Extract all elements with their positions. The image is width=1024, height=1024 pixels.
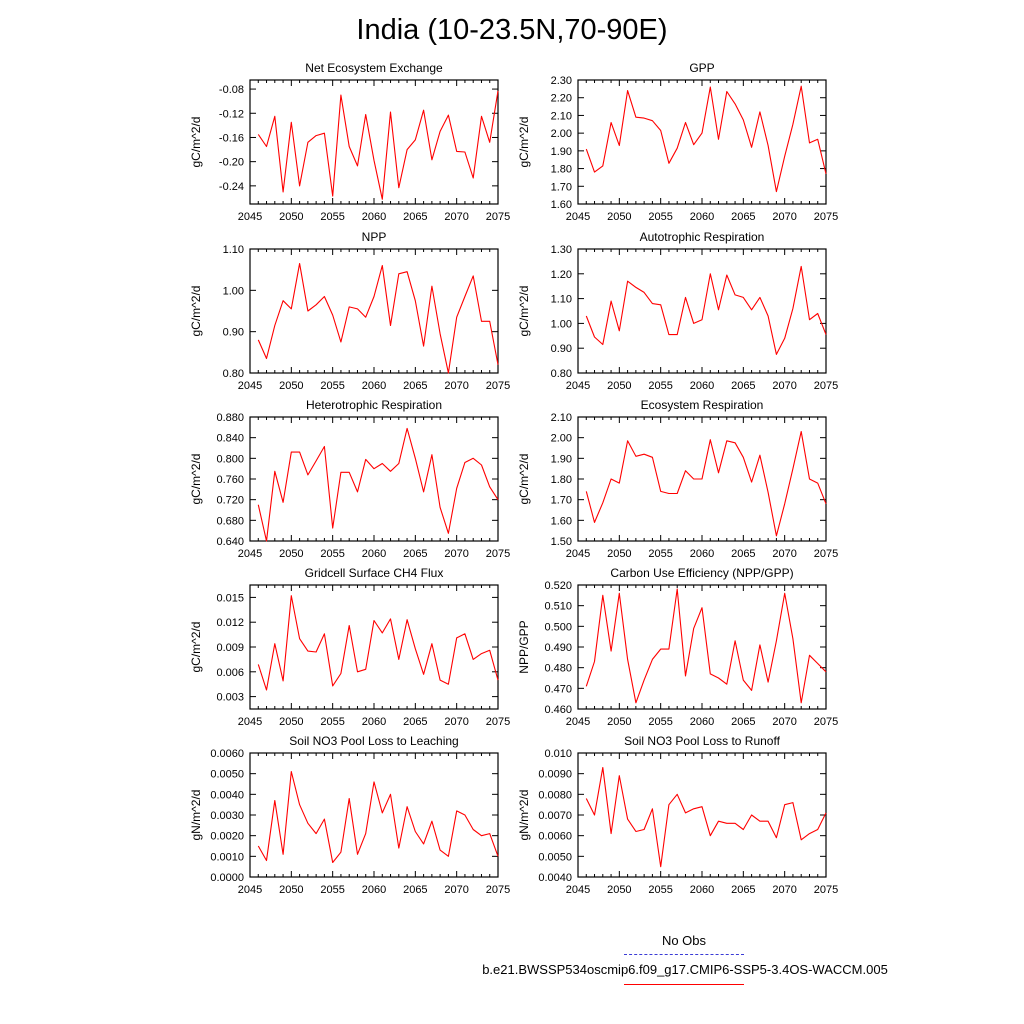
x-tick-label: 2070 xyxy=(444,884,469,896)
series-line xyxy=(258,264,498,374)
y-axis-label: gC/m^2/d xyxy=(189,285,203,337)
series-line xyxy=(258,428,498,541)
plot-frame xyxy=(578,753,826,877)
x-tick-label: 2065 xyxy=(403,548,428,560)
y-tick-label: 0.0090 xyxy=(538,768,572,781)
y-tick-label: 1.80 xyxy=(550,163,572,176)
y-axis-label: gN/m^2/d xyxy=(517,789,531,841)
x-tick-label: 2055 xyxy=(648,211,673,223)
x-tick-label: 2065 xyxy=(403,380,428,392)
y-tick-label: 1.10 xyxy=(222,244,244,256)
chart-title: Gridcell Surface CH4 Flux xyxy=(304,566,444,580)
y-tick-label: 0.0050 xyxy=(210,768,244,781)
y-tick-label: 0.90 xyxy=(222,326,244,339)
chart-title: Autotrophic Respiration xyxy=(639,230,765,244)
chart-title: Ecosystem Respiration xyxy=(640,398,764,412)
y-tick-label: 0.0060 xyxy=(210,748,244,760)
y-tick-label: 1.70 xyxy=(550,181,572,194)
x-tick-label: 2060 xyxy=(361,716,387,728)
y-tick-label: 0.006 xyxy=(216,666,244,679)
x-tick-label: 2075 xyxy=(813,884,839,896)
series-line xyxy=(258,91,498,199)
y-tick-label: 1.90 xyxy=(550,145,572,158)
x-tick-label: 2070 xyxy=(444,380,469,392)
y-tick-label: 2.10 xyxy=(550,412,572,424)
y-tick-label: -0.12 xyxy=(218,108,244,121)
x-tick-label: 2045 xyxy=(565,884,591,896)
plot-frame xyxy=(250,249,498,373)
y-tick-label: -0.16 xyxy=(218,132,244,145)
series-line xyxy=(586,768,826,867)
x-tick-label: 2065 xyxy=(731,211,756,223)
plot-frame xyxy=(578,585,826,709)
x-tick-label: 2050 xyxy=(607,211,632,223)
x-tick-label: 2060 xyxy=(689,716,715,728)
y-tick-label: 0.80 xyxy=(550,368,572,380)
x-tick-label: 2070 xyxy=(772,716,797,728)
y-tick-label: 0.009 xyxy=(216,642,244,654)
x-tick-label: 2045 xyxy=(237,380,263,392)
x-tick-label: 2075 xyxy=(485,716,511,728)
series-line xyxy=(586,266,826,354)
y-tick-label: 0.015 xyxy=(216,592,244,605)
y-axis-label: gC/m^2/d xyxy=(189,116,203,168)
x-tick-label: 2075 xyxy=(813,548,839,560)
x-tick-label: 2045 xyxy=(237,211,263,223)
chart-panel-6 xyxy=(517,398,838,560)
chart-panel-3 xyxy=(189,230,510,392)
legend-model-label: b.e21.BWSSP534oscmip6.f09_g17.CMIP6-SSP5-3.4OS-WACCM.005 xyxy=(482,962,888,977)
x-tick-label: 2045 xyxy=(237,548,263,560)
chart-panel-5 xyxy=(189,398,510,560)
y-tick-label: 1.10 xyxy=(550,293,572,306)
chart-panel-4 xyxy=(517,230,838,392)
x-tick-label: 2070 xyxy=(772,548,797,560)
y-tick-label: 0.720 xyxy=(216,494,244,507)
y-axis-label: gC/m^2/d xyxy=(189,621,203,673)
legend-model-line xyxy=(624,984,744,985)
y-tick-label: 1.30 xyxy=(550,244,572,256)
x-tick-label: 2055 xyxy=(648,380,673,392)
y-tick-label: 0.0020 xyxy=(210,830,244,843)
plot-frame xyxy=(250,80,498,204)
y-tick-label: 0.760 xyxy=(216,474,244,486)
x-tick-label: 2065 xyxy=(731,380,756,392)
y-tick-label: 0.510 xyxy=(544,600,572,613)
x-tick-label: 2065 xyxy=(403,716,428,728)
y-axis-label: gC/m^2/d xyxy=(517,285,531,337)
chart-title: Carbon Use Efficiency (NPP/GPP) xyxy=(610,566,794,580)
x-tick-label: 2050 xyxy=(279,380,304,392)
x-tick-label: 2075 xyxy=(485,211,511,223)
y-axis-label: gN/m^2/d xyxy=(189,789,203,841)
chart-title: Net Ecosystem Exchange xyxy=(305,61,443,75)
y-tick-label: 0.460 xyxy=(544,704,572,716)
y-tick-label: 0.90 xyxy=(550,343,572,356)
y-tick-label: 1.00 xyxy=(550,318,572,331)
legend-obs-label: No Obs xyxy=(661,933,707,948)
series-line xyxy=(586,86,826,191)
y-axis-label: NPP/GPP xyxy=(517,620,531,674)
y-axis-label: gC/m^2/d xyxy=(189,453,203,505)
y-tick-label: 0.0000 xyxy=(210,872,244,884)
x-tick-label: 2065 xyxy=(731,716,756,728)
x-tick-label: 2075 xyxy=(485,884,511,896)
x-tick-label: 2055 xyxy=(320,548,345,560)
y-tick-label: 2.00 xyxy=(550,432,572,445)
x-tick-label: 2050 xyxy=(607,548,632,560)
y-tick-label: 2.20 xyxy=(550,92,572,105)
series-line xyxy=(586,589,826,703)
x-tick-label: 2065 xyxy=(731,548,756,560)
x-tick-label: 2055 xyxy=(320,884,345,896)
y-tick-label: 1.20 xyxy=(550,268,572,281)
plot-frame xyxy=(578,249,826,373)
x-tick-label: 2065 xyxy=(403,211,428,223)
y-tick-label: 0.480 xyxy=(544,662,572,675)
y-tick-label: 0.0050 xyxy=(538,851,572,864)
x-tick-label: 2055 xyxy=(320,716,345,728)
y-tick-label: 2.10 xyxy=(550,110,572,123)
x-tick-label: 2070 xyxy=(772,380,797,392)
y-tick-label: 0.640 xyxy=(216,536,244,548)
x-tick-label: 2060 xyxy=(689,884,715,896)
y-tick-label: 1.80 xyxy=(550,474,572,486)
y-tick-label: 0.0040 xyxy=(210,789,244,802)
chart-title: Soil NO3 Pool Loss to Runoff xyxy=(624,734,780,748)
x-tick-label: 2050 xyxy=(279,716,304,728)
y-tick-label: -0.20 xyxy=(218,156,244,169)
x-tick-label: 2070 xyxy=(444,716,469,728)
x-tick-label: 2045 xyxy=(565,716,591,728)
x-tick-label: 2070 xyxy=(772,884,797,896)
y-tick-label: 0.800 xyxy=(216,453,244,466)
chart-title: GPP xyxy=(689,61,715,75)
y-tick-label: 2.30 xyxy=(550,75,572,87)
y-tick-label: 0.0030 xyxy=(210,810,244,822)
x-tick-label: 2070 xyxy=(772,211,797,223)
x-tick-label: 2060 xyxy=(361,380,387,392)
y-tick-label: 0.500 xyxy=(544,621,572,634)
x-tick-label: 2050 xyxy=(279,884,304,896)
x-tick-label: 2060 xyxy=(689,380,715,392)
x-tick-label: 2060 xyxy=(361,884,387,896)
x-tick-label: 2060 xyxy=(361,211,387,223)
y-axis-label: gC/m^2/d xyxy=(517,453,531,505)
y-tick-label: 1.70 xyxy=(550,494,572,507)
chart-title: Heterotrophic Respiration xyxy=(305,398,443,412)
series-line xyxy=(258,596,498,690)
x-tick-label: 2060 xyxy=(361,548,387,560)
x-tick-label: 2055 xyxy=(648,884,673,896)
x-tick-label: 2050 xyxy=(607,716,632,728)
page-title: India (10-23.5N,70-90E) xyxy=(356,14,668,46)
x-tick-label: 2050 xyxy=(607,884,632,896)
y-tick-label: 0.0060 xyxy=(538,830,572,843)
y-tick-label: 1.00 xyxy=(222,285,244,298)
chart-panel-2 xyxy=(517,61,838,223)
x-tick-label: 2070 xyxy=(444,548,469,560)
y-tick-label: 0.0010 xyxy=(210,851,244,864)
x-tick-label: 2045 xyxy=(237,884,263,896)
x-tick-label: 2045 xyxy=(565,548,591,560)
x-tick-label: 2075 xyxy=(485,548,511,560)
y-tick-label: 0.0070 xyxy=(538,810,572,822)
x-tick-label: 2075 xyxy=(813,380,839,392)
y-tick-label: 0.490 xyxy=(544,642,572,654)
y-tick-label: 1.50 xyxy=(550,536,572,548)
legend-obs-line xyxy=(624,954,744,955)
y-tick-label: 0.680 xyxy=(216,515,244,528)
series-line xyxy=(586,432,826,536)
x-tick-label: 2045 xyxy=(565,380,591,392)
y-tick-label: 1.60 xyxy=(550,515,572,528)
x-tick-label: 2055 xyxy=(648,548,673,560)
x-tick-label: 2065 xyxy=(731,884,756,896)
x-tick-label: 2055 xyxy=(648,716,673,728)
x-tick-label: 2065 xyxy=(403,884,428,896)
y-tick-label: -0.24 xyxy=(218,180,244,193)
x-tick-label: 2055 xyxy=(320,380,345,392)
x-tick-label: 2060 xyxy=(689,548,715,560)
y-tick-label: 0.880 xyxy=(216,412,244,424)
plot-frame xyxy=(250,585,498,709)
chart-title: Soil NO3 Pool Loss to Leaching xyxy=(289,734,459,748)
x-tick-label: 2050 xyxy=(279,211,304,223)
x-tick-label: 2050 xyxy=(279,548,304,560)
x-tick-label: 2075 xyxy=(813,211,839,223)
chart-panel-8 xyxy=(517,566,838,728)
y-tick-label: 2.00 xyxy=(550,128,572,141)
y-tick-label: 0.0040 xyxy=(538,872,572,884)
y-tick-label: 0.003 xyxy=(216,691,244,704)
y-tick-label: 0.520 xyxy=(544,580,572,592)
y-axis-label: gC/m^2/d xyxy=(517,116,531,168)
y-tick-label: 0.010 xyxy=(544,748,572,760)
y-tick-label: 1.90 xyxy=(550,453,572,466)
x-tick-label: 2070 xyxy=(444,211,469,223)
chart-panel-10 xyxy=(517,734,838,896)
x-tick-label: 2060 xyxy=(689,211,715,223)
y-tick-label: 0.470 xyxy=(544,683,572,696)
x-tick-label: 2075 xyxy=(813,716,839,728)
y-tick-label: -0.08 xyxy=(218,84,244,97)
y-tick-label: 0.80 xyxy=(222,368,244,380)
y-tick-label: 0.840 xyxy=(216,432,244,445)
x-tick-label: 2045 xyxy=(237,716,263,728)
chart-panel-7 xyxy=(189,566,510,728)
chart-panel-9 xyxy=(189,734,510,896)
x-tick-label: 2055 xyxy=(320,211,345,223)
x-tick-label: 2050 xyxy=(607,380,632,392)
y-tick-label: 0.012 xyxy=(216,617,244,630)
x-tick-label: 2075 xyxy=(485,380,511,392)
y-tick-label: 0.0080 xyxy=(538,789,572,802)
x-tick-label: 2045 xyxy=(565,211,591,223)
chart-panel-1 xyxy=(189,61,510,223)
chart-title: NPP xyxy=(361,230,387,244)
series-line xyxy=(258,772,498,863)
y-tick-label: 1.60 xyxy=(550,199,572,211)
